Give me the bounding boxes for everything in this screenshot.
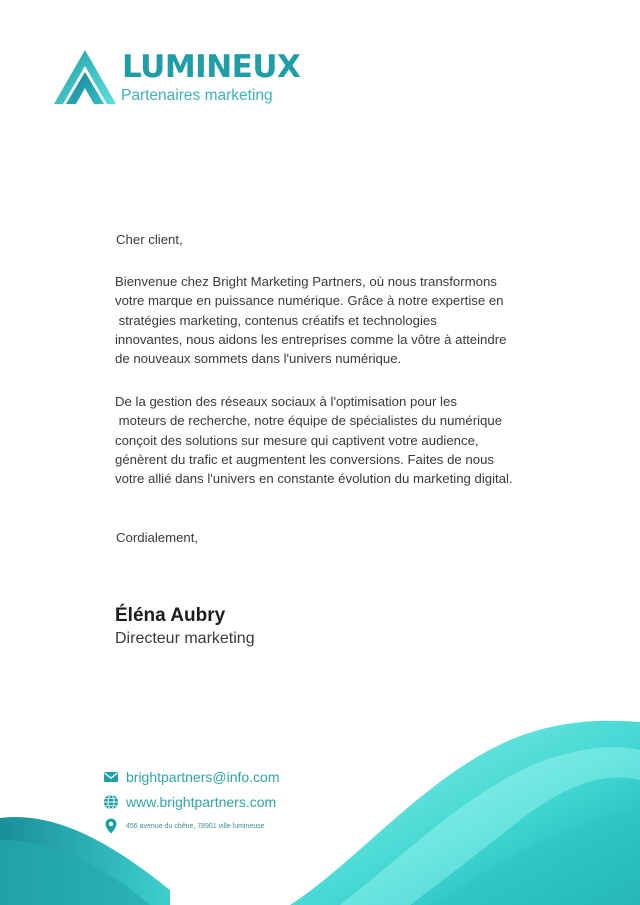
paragraph-line: votre marque en puissance numérique. Grâce à notre expertise en xyxy=(115,293,504,309)
paragraph-line: innovantes, nous aidons les entreprises comme la vôtre à atteindre xyxy=(115,331,507,347)
contact-address-row xyxy=(102,817,265,835)
envelope-icon xyxy=(102,768,120,786)
location-pin-icon xyxy=(102,817,120,835)
brand-tagline: Partenaires marketing xyxy=(121,87,273,104)
paragraph-line: moteurs de recherche, notre équipe de spécialistes du numérique xyxy=(115,413,503,429)
contact-email[interactable]: brightpartners@info.com xyxy=(126,769,280,785)
letter-closing: Cordialement, xyxy=(116,530,199,545)
paragraph-line: De la gestion des réseaux sociaux à l'optimisation pour les xyxy=(115,394,457,409)
contact-website[interactable]: www.brightpartners.com xyxy=(126,794,277,810)
contact-address: 456 avenue du chêne, 78901 ville lumineuse xyxy=(126,822,265,830)
decorative-wave xyxy=(0,700,640,905)
letter-paragraph-2 xyxy=(115,392,535,488)
signer-name: Éléna Aubry xyxy=(115,605,226,626)
contact-email-row[interactable] xyxy=(102,768,280,786)
letter-greeting: Cher client, xyxy=(116,232,183,247)
signature-block xyxy=(115,604,255,650)
paragraph-line: de nouveaux sommets dans l'univers numérique. xyxy=(115,351,402,367)
paragraph-line: génèrent du trafic et augmentent les conversions. Faites de nous xyxy=(115,451,494,467)
signer-role: Directeur marketing xyxy=(115,630,255,647)
letter-paragraph-1 xyxy=(115,272,535,368)
paragraph-line: Bienvenue chez Bright Marketing Partners, où nous transformons xyxy=(115,274,497,289)
contact-website-row[interactable] xyxy=(102,793,276,811)
paragraph-line: votre allié dans l'univers en constante évolution du marketing digital. xyxy=(115,471,513,487)
logo-mountain-icon xyxy=(54,50,116,106)
brand-logo xyxy=(54,48,314,110)
paragraph-line: conçoit des solutions sur mesure qui captivent votre audience, xyxy=(115,432,479,448)
globe-icon xyxy=(102,793,120,811)
paragraph-line: stratégies marketing, contenus créatifs et technologies xyxy=(115,312,437,328)
brand-name: LUMINEUX xyxy=(122,49,301,85)
